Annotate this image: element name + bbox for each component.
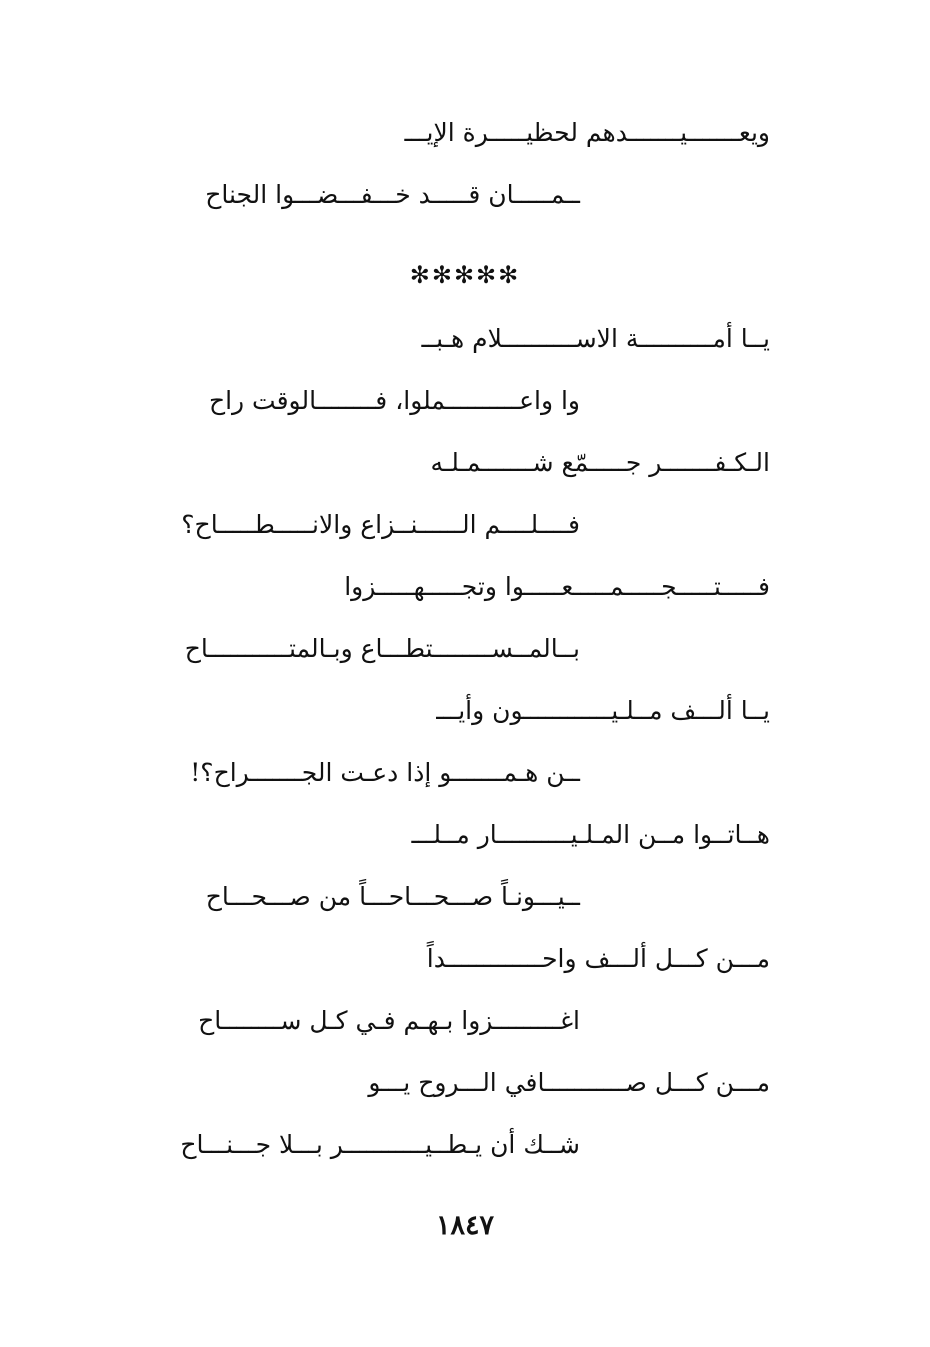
poem-line-3: يــا أمــــــــــة الاســــــــــلام هـبــ [421, 324, 770, 353]
poem-line-15: مـــن كـــل صـــــــــــافي الـــروح يـــو [368, 1068, 770, 1097]
poem-line-10: ــن هـمـــــــو إذا دعـت الجـــــــراح؟! [190, 758, 580, 787]
poem-line-1: ويعـــــــيـــــــدهم لحظيـــــرة الإيـــ [404, 118, 770, 147]
poem-line-12: ــيـــونـاً صـــحـــاحـــاً من صـــحـــاح [205, 882, 580, 911]
poem-line-6: فــــلــــم الــــــنــزاع والانـــــطـــــاح؟ [181, 510, 580, 539]
poem-line-16: شــك أن يـطــيـــــــــــر بـــلا جـــنـــاح [180, 1130, 580, 1159]
section-separator: ✻✻✻✻✻ [409, 261, 521, 289]
page-number: ١٨٤٧ [435, 1210, 494, 1241]
poem-line-11: هــاتــوا مــن المـلـيــــــــــار مــلـــ [411, 820, 770, 849]
poem-line-14: اغـــــــــزوا بـهـم فـي كـل ســــــــاح [198, 1006, 580, 1035]
poem-line-8: بــالمــســــــــتطـــاع وبـالمتـــــــــــاح [184, 634, 580, 663]
poem-line-13: مـــن كـــل ألـــف واحـــــــــــــداً [426, 944, 770, 973]
poem-line-4: وا واعــــــــــملوا، فــــــــالوقت راح [208, 386, 580, 415]
poem-line-7: فـــــتـــــجـــــمـــــعـــــوا وتجـــــهـــــزوا [344, 572, 770, 601]
poem-line-5: الـكـفـــــــر جـــــمّع شـــــــمـلـه [430, 448, 770, 477]
poem-line-9: يــا ألـــف مــلـيــــــــــــون وأيـــ [436, 696, 770, 725]
poem-line-2: ــمـــــان قـــــد خـــفـــضـــوا الجناح [205, 180, 580, 209]
